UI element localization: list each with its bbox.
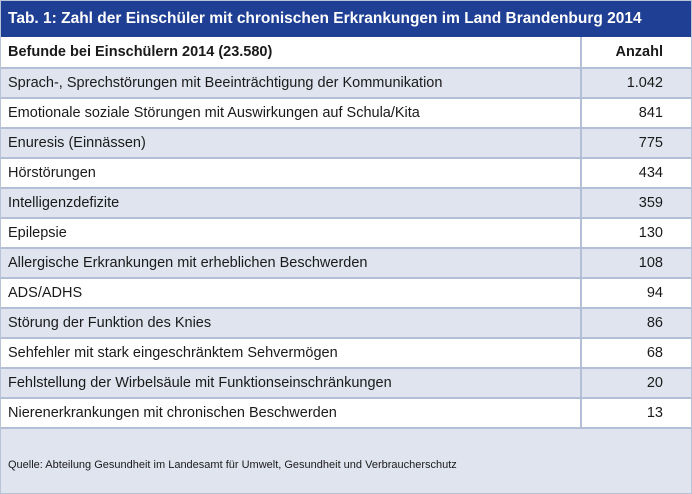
- row-label: Intelligenzdefizite: [1, 188, 581, 218]
- table-row: [1, 278, 691, 308]
- row-value: 20: [581, 368, 691, 398]
- data-table: [1, 37, 691, 429]
- table-row: [1, 338, 691, 368]
- table-row: [1, 158, 691, 188]
- row-label: Störung der Funktion des Knies: [1, 308, 581, 338]
- row-value: 108: [581, 248, 691, 278]
- row-value: 130: [581, 218, 691, 248]
- table-row: [1, 398, 691, 428]
- row-value: 775: [581, 128, 691, 158]
- table-row: [1, 218, 691, 248]
- row-label: Enuresis (Einnässen): [1, 128, 581, 158]
- row-value: 13: [581, 398, 691, 428]
- row-label: Sprach-, Sprechstörungen mit Beeinträchtigung der Kommunikation: [1, 68, 581, 98]
- row-label: Allergische Erkrankungen mit erheblichen Beschwerden: [1, 248, 581, 278]
- table-row: [1, 98, 691, 128]
- table-row: [1, 68, 691, 98]
- row-label: Fehlstellung der Wirbelsäule mit Funktionseinschränkungen: [1, 368, 581, 398]
- row-value: 1.042: [581, 68, 691, 98]
- source-note: Quelle: Abteilung Gesundheit im Landesamt für Umwelt, Gesundheit und Verbraucherschutz: [1, 451, 691, 493]
- row-label: Hörstörungen: [1, 158, 581, 188]
- row-label: Nierenerkrankungen mit chronischen Beschwerden: [1, 398, 581, 428]
- table-row: [1, 368, 691, 398]
- table-row: [1, 308, 691, 338]
- table-row: [1, 248, 691, 278]
- row-value: 434: [581, 158, 691, 188]
- table-header-row: [1, 37, 691, 68]
- table-title: Tab. 1: Zahl der Einschüler mit chronischen Erkrankungen im Land Brandenburg 2014: [1, 1, 691, 37]
- row-label: Emotionale soziale Störungen mit Auswirkungen auf Schula/Kita: [1, 98, 581, 128]
- row-value: 94: [581, 278, 691, 308]
- row-label: Sehfehler mit stark eingeschränktem Sehvermögen: [1, 338, 581, 368]
- row-value: 86: [581, 308, 691, 338]
- row-value: 841: [581, 98, 691, 128]
- header-label: Befunde bei Einschülern 2014 (23.580): [1, 37, 581, 68]
- row-label: Epilepsie: [1, 218, 581, 248]
- header-count: Anzahl: [581, 37, 691, 68]
- row-label: ADS/ADHS: [1, 278, 581, 308]
- row-value: 359: [581, 188, 691, 218]
- row-value: 68: [581, 338, 691, 368]
- table-row: [1, 188, 691, 218]
- table-row: [1, 128, 691, 158]
